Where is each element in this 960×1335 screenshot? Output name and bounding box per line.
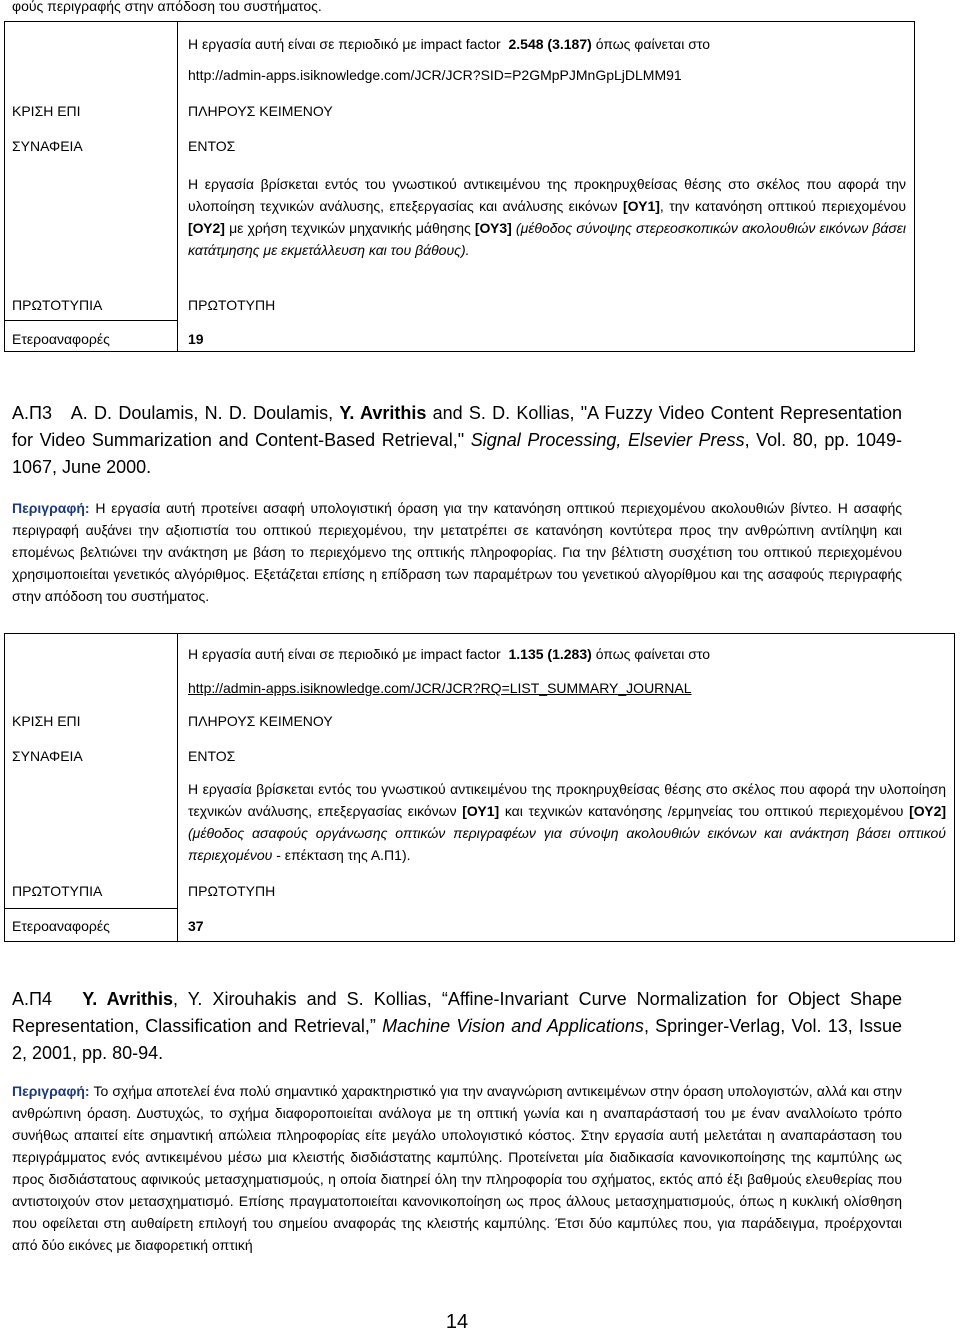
impact-factor-line: Η εργασία αυτή είναι σε περιοδικό με impact factor 1.135 (1.283) όπως φαίνεται στο [188, 646, 711, 662]
label-krisi: ΚΡΙΣΗ ΕΠΙ [12, 713, 81, 729]
value-plirous: ΠΛΗΡΟΥΣ ΚΕΙΜΕΝΟΥ [188, 713, 333, 729]
jcr-link[interactable]: http://admin-apps.isiknowledge.com/JCR/JCR?SID=P2GMpPJMnGpLjDLMM91 [188, 67, 682, 83]
relevance-description: Η εργασία βρίσκεται εντός του γνωστικού αντικειμένου της προκηρυχθείσας θέσης στο σκέλος που αφορά την υλοποίηση τεχνικών ανάλυσης, επεξεργασίας και ανάλυσης εικόνων [ΟΥ1], την κατανόηση οπτικού περιεχομένου [ΟΥ2] με χρήση τεχνικών μηχανικής μάθησης [ΟΥ3] (μέθοδος σύνοψης στερεοσκοπικών ακολουθιών εικόνων βάσει κατάτμησης με εκμετάλλευση και του βάθους). [188, 176, 907, 258]
label-krisi: ΚΡΙΣΗ ΕΠΙ [12, 103, 81, 119]
page-number: 14 [445, 1311, 469, 1333]
impact-factor-line: Η εργασία αυτή είναι σε περιοδικό με impact factor 2.548 (3.187) όπως φαίνεται στο [188, 36, 711, 52]
ref-id: Α.Π3 [12, 403, 53, 423]
citation-count: 19 [188, 331, 204, 347]
label-synafeia: ΣΥΝΑΦΕΙΑ [12, 138, 83, 154]
ref-id: Α.Π4 [12, 989, 53, 1009]
label-citations: Ετεροαναφορές [12, 918, 110, 934]
description-ap3: Περιγραφή: Η εργασία αυτή προτείνει ασαφή υπολογιστική όραση για την κατανόηση οπτικού περιεχομένου ακολουθιών βίντεο. Η ασαφής περιγραφή αυξάνει την αξιοπιστία του οπτικού περιεχομένου, την μετατρέπει σε κατανόηση κοντύτερα προς την ανθρώπινη αντίληψη και επομένως βελτιώνει την ανάκτηση με βάση το περιεχόμενο της οπτικής πληροφορίας. Για την βέλτιστη συσχέτιση του οπτικού περιεχομένου χρησιμοποιείται γενετικός αλγόριθμος. Εξετάζεται επίσης η επίδραση των παραμέτρων του γενετικού αλγορίθμου και της ασαφούς περιγραφής στην απόδοση του συστήματος. [12, 500, 903, 604]
reference-ap4: Α.Π4 Y. Avrithis, Y. Xirouhakis and S. Kollias, “Affine-Invariant Curve Normalization for Object Shape Representation, Classification and Retrieval,” Machine Vision and Applications, Springer-Verlag, Vol. 13, Issue 2, 2001, pp. 80-94. [12, 989, 902, 1063]
continued-paragraph: φούς περιγραφής στην απόδοση του συστήματος. [12, 0, 322, 14]
value-plirous: ΠΛΗΡΟΥΣ ΚΕΙΜΕΝΟΥ [188, 103, 333, 119]
label-citations: Ετεροαναφορές [12, 331, 110, 347]
relevance-description: Η εργασία βρίσκεται εντός του γνωστικού αντικειμένου της προκηρυχθείσας θέσης στο σκέλος που αφορά την υλοποίηση τεχνικών ανάλυσης, επεξεργασίας εικόνων [ΟΥ1] και τεχνικών κατανόησης /ερμηνείας του οπτικού περιεχομένου [ΟΥ2] (μέθοδος ασαφούς οργάνωσης οπτικών περιγραφέων για σύνοψη ακολουθιών εικόνων και ανάκτηση βάσει οπτικού περιεχομένου - επέκταση της Α.Π1). [188, 781, 947, 863]
citation-count: 37 [188, 918, 204, 934]
value-protypi: ΠΡΩΤΟΤΥΠΗ [188, 297, 276, 313]
description-ap4: Περιγραφή: Το σχήμα αποτελεί ένα πολύ σημαντικό χαρακτηριστικό για την αναγνώριση αντικειμένων στην όραση υπολογιστών, αλλά και στην ανθρώπινη όραση. Δυστυχώς, το σχήμα διαφοροποιείται ανάλογα με τη οπτική γωνία και η αναπαράστασή του με έναν αναλλοίωτο τρόπο συνήθως απαιτεί είτε σημαντική απώλεια πληροφορίας είτε μεγάλο υπολογιστικό κόστος. Στην εργασία αυτή μελετάται η αναπαράσταση του περιγράμματος ενός αντικειμένου μέσω μια κλειστής δισδιάστατης καμπύλης. Προτείνεται μία διαδικασία κανονικοποίησης της καμπύλης ως προς δισδιάστατους αφινικούς μετασχηματισμούς, η οποία διατηρεί όλη την πληροφορία του σχήματος, εκτός από έξι βαθμούς ελευθερίας που αντιστοιχούν στον μετασχηματισμό. Επίσης πραγματοποιείται κανονικοποίηση ως προς άλλους μετασχηματισμούς, όπως η κυκλική ολίσθηση που οφείλεται στη αυθαίρετη επιλογή του σημείου αναφοράς της κλειστής καμπύλης. Έτσι δύο καμπύλες που, για παράδειγμα, προέρχονται από δύο εικόνες με διαφορετική οπτική [12, 1083, 902, 1253]
reference-ap3: Α.Π3 A. D. Doulamis, N. D. Doulamis, Y. Avrithis and S. D. Kollias, "A Fuzzy Video Content Representation for Video Summarization and Content-Based Retrieval," Signal Processing, Elsevier Press, Vol. 80, pp. 1049-1067, June 2000. [12, 403, 902, 477]
label-protypia: ΠΡΩΤΟΤΥΠΙΑ [12, 883, 103, 899]
label-protypia: ΠΡΩΤΟΤΥΠΙΑ [12, 297, 103, 313]
label-synafeia: ΣΥΝΑΦΕΙΑ [12, 748, 83, 764]
value-entos: ΕΝΤΟΣ [188, 138, 236, 154]
jcr-link[interactable]: http://admin-apps.isiknowledge.com/JCR/JCR?RQ=LIST_SUMMARY_JOURNAL [188, 680, 692, 696]
value-entos: ΕΝΤΟΣ [188, 748, 236, 764]
value-protypi: ΠΡΩΤΟΤΥΠΗ [188, 883, 276, 899]
